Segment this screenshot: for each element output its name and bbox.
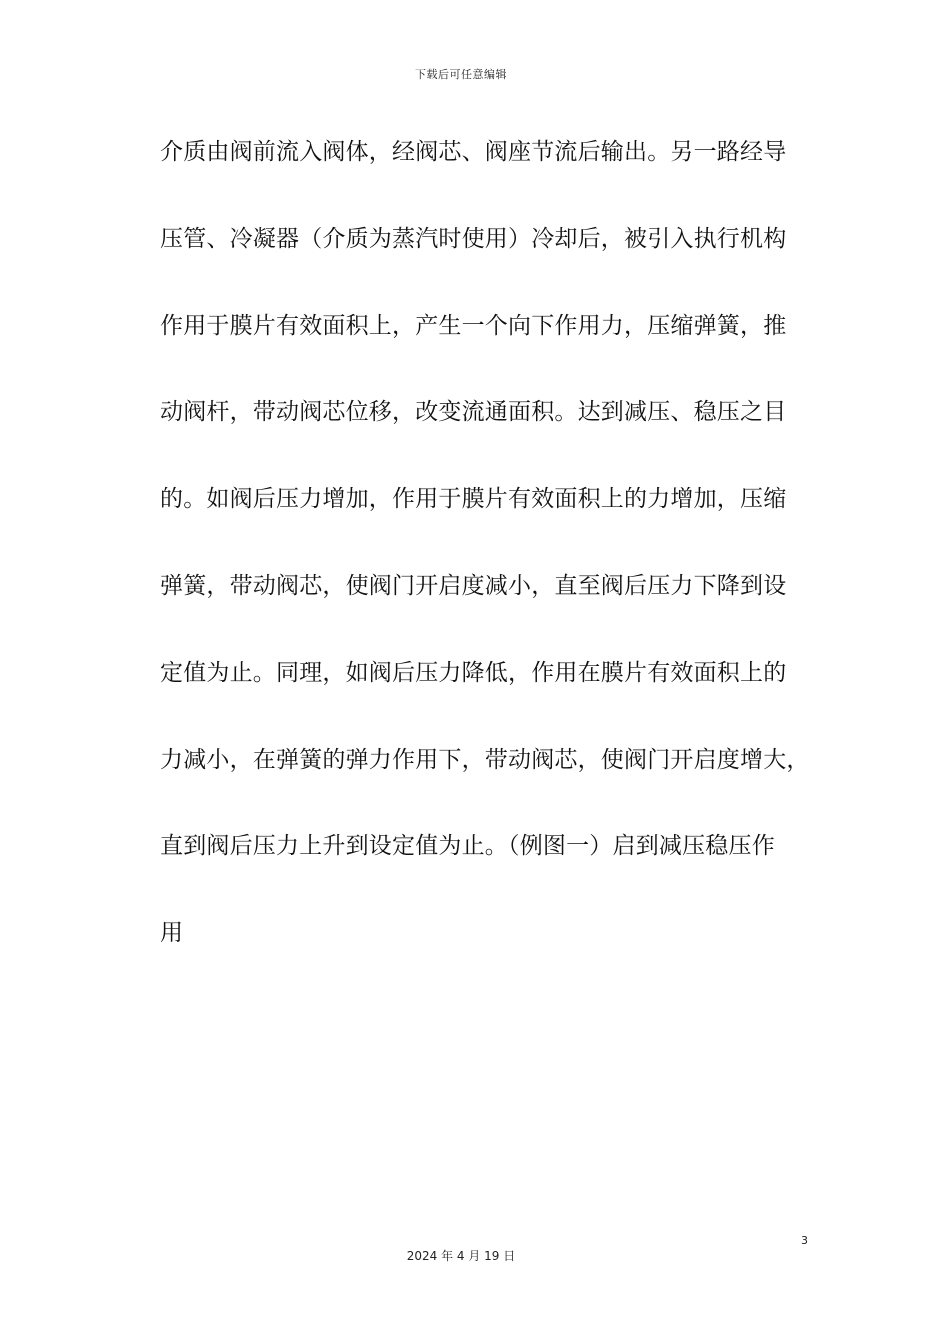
text-line: 弹簧，带动阀芯，使阀门开启度减小，直至阀后压力下降到设 [160, 572, 787, 599]
text-line: 定值为止。同理，如阀后压力降低，作用在膜片有效面积上的 [160, 659, 787, 686]
text-line: 直到阀后压力上升到设定值为止。（例图一）启到减压稳压作 [160, 833, 775, 860]
body-text [160, 124, 820, 992]
page-number: 3 [801, 1234, 808, 1247]
text-line: 作用于膜片有效面积上，产生一个向下作用力，压缩弹簧，推 [160, 312, 787, 339]
page-header: 下载后可任意编辑 [415, 68, 507, 81]
text-line: 介质由阀前流入阀体，经阀芯、阀座节流后输出。另一路经导 [160, 139, 787, 165]
text-line: 用 [160, 920, 184, 947]
text-line: 压管、冷凝器（介质为蒸汽时使用）冷却后，被引入执行机构 [160, 225, 787, 252]
text-line: 动阀杆，带动阀芯位移，改变流通面积。达到减压、稳压之目 [160, 399, 787, 426]
page-footer-date: 2024 年 4 月 19 日 [406, 1249, 516, 1263]
text-line: 的。如阀后压力增加，作用于膜片有效面积上的力增加，压缩 [160, 486, 787, 513]
text-line: 力减小，在弹簧的弹力作用下，带动阀芯，使阀门开启度增大， [160, 746, 810, 773]
